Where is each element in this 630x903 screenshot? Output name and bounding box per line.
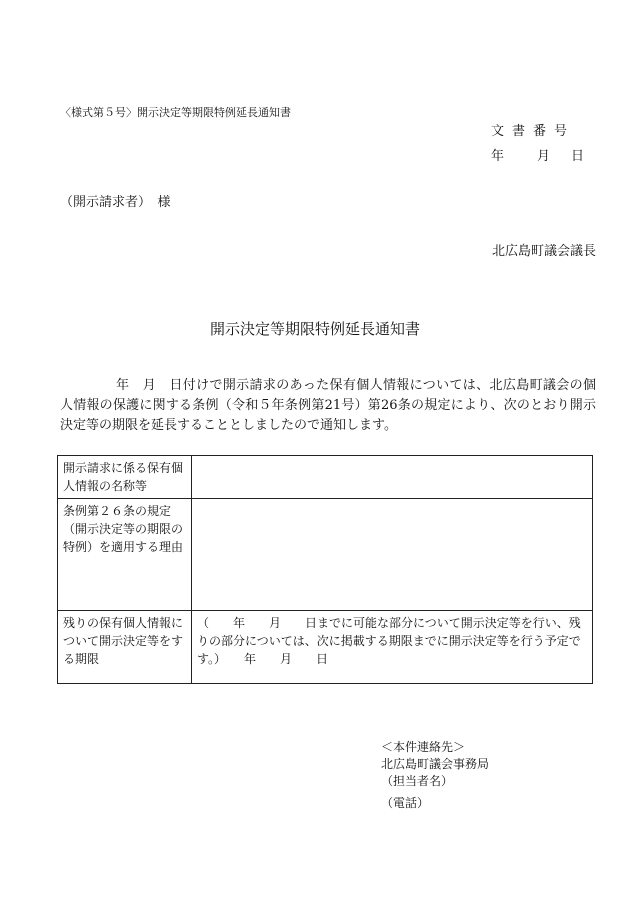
row-value[interactable] <box>192 499 593 611</box>
row-value[interactable]: （ 年 月 日までに可能な部分について開示決定等を行い、残りの部分については、次に掲載する期限までに開示決定等を行う予定です。） 年 月 日 <box>192 611 593 684</box>
addressee: （開示請求者） 様 <box>60 195 171 210</box>
contact-block <box>381 739 489 812</box>
table-row <box>58 456 593 499</box>
document-title: 開示決定等期限特例延長通知書 <box>209 320 420 338</box>
row-value[interactable] <box>192 456 593 499</box>
info-table <box>57 455 593 684</box>
date-day: 日 <box>571 149 585 164</box>
contact-phone: （電話） <box>381 796 430 810</box>
contact-office: 北広島町議会事務局 <box>381 757 490 771</box>
sender: 北広島町議会議長 <box>491 244 596 259</box>
date-month: 月 <box>537 149 551 164</box>
row-label: 開示請求に係る保有個人情報の名称等 <box>58 456 192 499</box>
table-row <box>58 611 593 684</box>
document-date <box>491 145 584 164</box>
table-row <box>58 499 593 611</box>
row-label: 条例第２６条の規定（開示決定等の期限の特例）を適用する理由 <box>58 499 192 611</box>
contact-person: （担当者名） <box>381 774 454 788</box>
date-year: 年 <box>491 149 505 164</box>
document-number: 文書番号 <box>491 124 576 139</box>
row-label: 残りの保有個人情報について開示決定等をする期限 <box>58 611 192 684</box>
form-label: 〈様式第５号〉開示決定等期限特例延長通知書 <box>60 106 291 119</box>
contact-heading: ＜本件連絡先＞ <box>381 740 466 754</box>
body-text: 年 月 日付けで開示請求のあった保有個人情報については、北広島町議会の個人情報の保護に関する条例（令和５年条例第21号）第26条の規定により、次のとおり開示決定等の期限を延長することとしましたので通知します。 <box>60 378 596 433</box>
